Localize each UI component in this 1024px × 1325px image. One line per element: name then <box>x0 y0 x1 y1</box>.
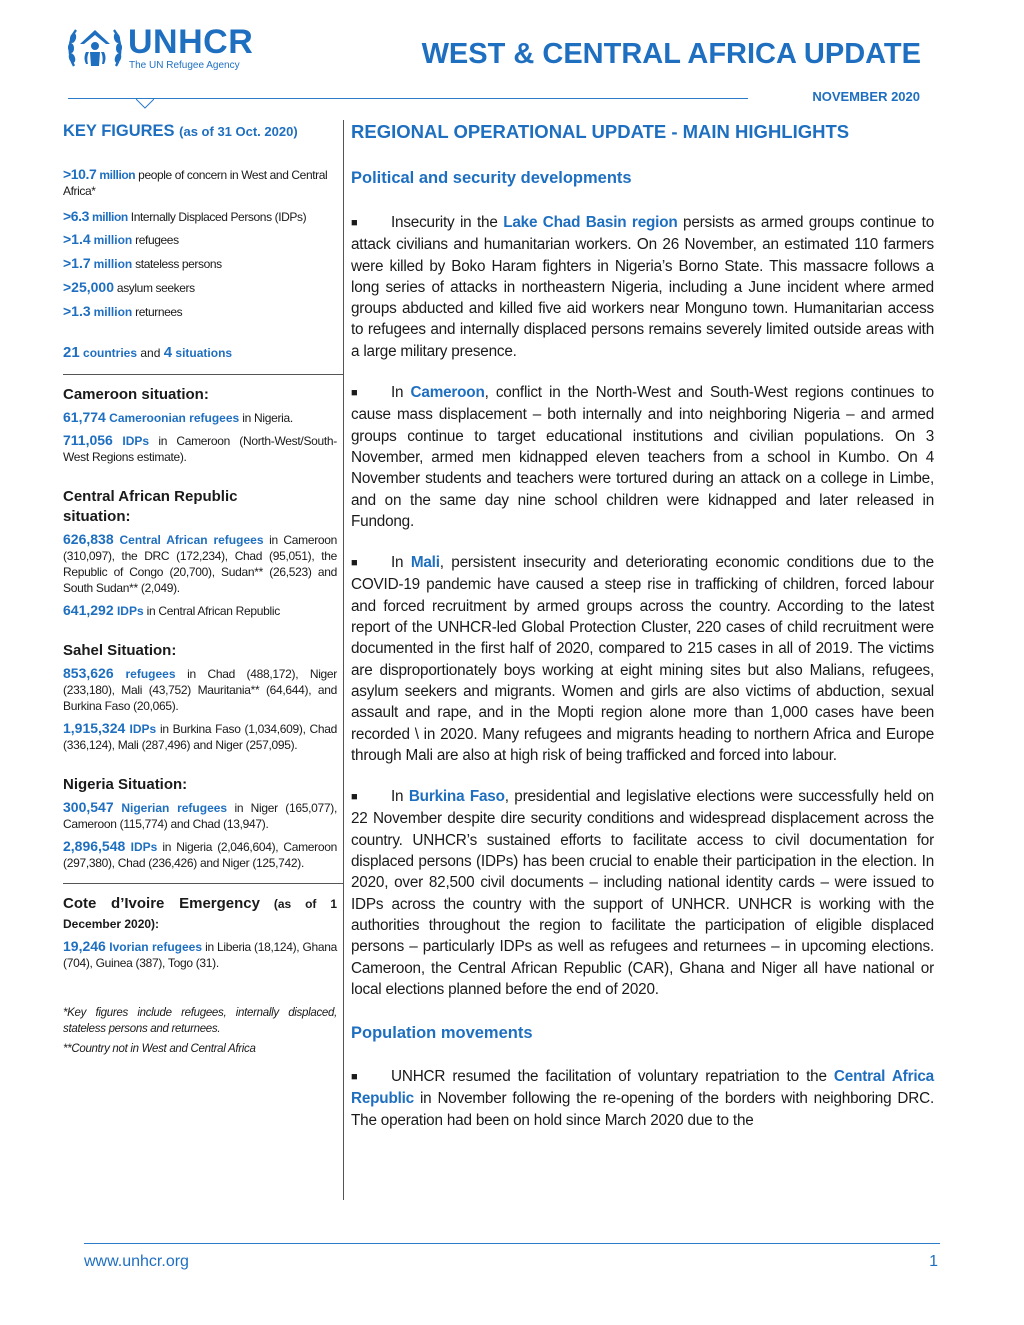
key-figure-item: >1.7 million stateless persons <box>63 255 222 271</box>
unhcr-emblem-icon <box>66 22 124 76</box>
situation-stat: 626,838 Central African refugees in Cameroon (310,097), the DRC (172,234), Chad (95,051), the Republic of Congo (20,700), Sudan** (26,523) and South Sudan** (2,049). <box>63 531 338 595</box>
square-bullet-icon: ■ <box>351 557 358 570</box>
header-divider <box>68 98 748 99</box>
key-figures-sidebar <box>63 120 337 1057</box>
highlight-paragraph: ■ In Cameroon, conflict in the North-West and South-West regions continues to cause mass displacement – both internally and into neighboring Nigeria – and armed groups continue to target educational institutions and civilian populations. On 3 November, armed men kidnapped eleven teachers from a school in Kumbo. On 4 November students and teachers were tortured during an attack on a college in Limbe, and on the same day nine school children were kidnapped and later released in Fundong. <box>351 384 934 530</box>
footer-website-link[interactable]: www.unhcr.org <box>84 1253 189 1270</box>
situation-car <box>63 487 337 619</box>
square-bullet-icon: ■ <box>351 1071 358 1084</box>
highlight-link[interactable]: Lake Chad Basin region <box>503 214 678 231</box>
key-figure-item: >10.7 million people of concern in West and Central Africa* <box>63 166 328 198</box>
highlight-paragraph: ■ Insecurity in the Lake Chad Basin region persists as armed groups continue to attack civilians and humanitarian workers. On 26 November, an estimated 110 farmers were killed by Boko Haram fighters in Nigeria’s Borno State. This massacre follows a long series of attacks in northeastern Nigeria, including a June incident where armed groups abducted and killed five aid workers near Monguno town. Humanitarian access to refugees and internally displaced persons remains severely limited outside areas with a large military presence. <box>351 214 935 360</box>
org-tagline: The UN Refugee Agency <box>129 60 240 71</box>
org-name: UNHCR <box>128 23 254 61</box>
situation-stat: 641,292 IDPs in Central African Republic <box>63 602 280 618</box>
square-bullet-icon: ■ <box>351 791 358 804</box>
situation-nigeria <box>63 775 337 871</box>
situation-stat: 2,896,548 IDPs in Nigeria (2,046,604), Cameroon (297,380), Chad (236,426) and Niger (125,742). <box>63 838 337 870</box>
key-figures-date: (as of 31 Oct. 2020) <box>179 124 298 139</box>
situation-stat: 19,246 Ivorian refugees in Liberia (18,124), Ghana (704), Guinea (387), Togo (31). <box>63 938 337 970</box>
key-figure-item: >6.3 million Internally Displaced Persons (IDPs) <box>63 208 307 224</box>
main-highlights-title: REGIONAL OPERATIONAL UPDATE - MAIN HIGHLIGHTS <box>351 121 850 142</box>
unhcr-logo <box>66 22 286 76</box>
key-figure-item: >1.4 million refugees <box>63 231 179 247</box>
main-content <box>351 120 934 1131</box>
situation-cote-divoire <box>63 894 337 971</box>
section-heading-population: Population movements <box>351 1024 533 1043</box>
footnote: **Country not in West and Central Africa <box>63 1043 256 1055</box>
highlight-link[interactable]: Central Africa Republic <box>351 1068 934 1108</box>
situation-heading: Sahel Situation: <box>63 642 177 659</box>
square-bullet-icon: ■ <box>351 217 358 229</box>
situation-stat: 1,915,324 IDPs in Burkina Faso (1,034,609), Chad (336,124), Mali (287,496) and Niger (257,095). <box>63 720 338 752</box>
highlight-paragraph: ■ In Burkina Faso, presidential and legislative elections were successfully held on 22 November despite dire security conditions and widespread displacement across the country. UNHCR’s sustained efforts to facilitate access to civil documentation for displaced persons (IDPs) has been crucial to enable their participation in the election. In 2020, over 82,500 civil documents – including national identity cards – were issued to IDPs across the country with the support of UNHCR. UNHCR is working with the authorities throughout the region to facilitate the participation of eligible displaced persons – particularly IDPs as well as refugees and returnees – in upcoming elections. Cameroon, the Central African Republic (CAR), Ghana and Niger all have national or local elections planned before the end of 2020. <box>351 788 934 998</box>
key-figure-item: >1.3 million returnees <box>63 303 183 319</box>
header-notch-icon <box>136 99 154 109</box>
key-figure-item: >25,000 asylum seekers <box>63 279 195 295</box>
document-date: NOVEMBER 2020 <box>812 89 920 104</box>
page-number: 1 <box>929 1253 938 1270</box>
highlight-link[interactable]: Burkina Faso <box>408 788 505 806</box>
section-divider <box>63 374 344 375</box>
situation-heading: Cameroon situation: <box>63 386 209 403</box>
footer-divider <box>84 1243 940 1244</box>
situation-cameroon <box>63 385 337 465</box>
situation-heading: Central African Republic situation: <box>63 488 238 525</box>
highlight-paragraph: ■ UNHCR resumed the facilitation of voluntary repatriation to the Central Africa Republic in November following the re-opening of the borders with neighboring DRC. The operation had been on hold since March 2020 due to the <box>351 1068 934 1129</box>
situation-stat: 711,056 IDPs in Cameroon (North-West/South-West Regions estimate). <box>63 432 337 464</box>
highlight-link[interactable]: Mali <box>410 554 440 572</box>
column-divider <box>343 120 344 1200</box>
section-heading-political: Political and security developments <box>351 169 632 187</box>
highlight-link[interactable]: Cameroon <box>410 384 485 402</box>
section-divider <box>63 883 344 884</box>
situation-stat: 61,774 Cameroonian refugees in Nigeria. <box>63 409 293 425</box>
situation-sahel <box>63 641 337 753</box>
situation-heading: Cote d’Ivoire Emergency (as of 1 December 2020): <box>63 895 337 931</box>
square-bullet-icon: ■ <box>351 387 358 400</box>
highlight-paragraph: ■ In Mali, persistent insecurity and deteriorating economic conditions due to the COVID-19 pandemic have caused a steep rise in trafficking of children, forced labour and forced recruitment by armed groups across the country. According to the latest report of the UNHCR-led Global Protection Cluster, 220 cases of child recruitment were documented in the first half of 2020, compared to 215 cases in all of 2019. The victims are disproportionately boys working at eight mining sites but also Malians, refugees, asylum seekers and migrants. Women and girls are also victims of abduction, sexual assault and rape, and in the Mopti region alone more than 1,000 cases have been recorded \ in 2020. Many refugees and migrants heading to northern Africa and Europe through Mali are also at high risk of being trafficked and forced into labour. <box>351 554 934 764</box>
situation-stat: 300,547 Nigerian refugees in Niger (165,077), Cameroon (115,774) and Chad (13,947). <box>63 799 337 831</box>
situation-stat: 853,626 refugees in Chad (488,172), Niger (233,180), Mali (43,752) Mauritania** (64,644), and Burkina Faso (20,065). <box>63 665 337 713</box>
key-figures-title: KEY FIGURES (as of 31 Oct. 2020) <box>63 122 298 140</box>
document-title: WEST & CENTRAL AFRICA UPDATE <box>421 38 921 70</box>
footnote: *Key figures include refugees, internally displaced, stateless persons and returnees. <box>63 1007 337 1035</box>
countries-situations: 21 countries and 4 situations <box>63 344 233 361</box>
situation-heading: Nigeria Situation: <box>63 776 188 793</box>
